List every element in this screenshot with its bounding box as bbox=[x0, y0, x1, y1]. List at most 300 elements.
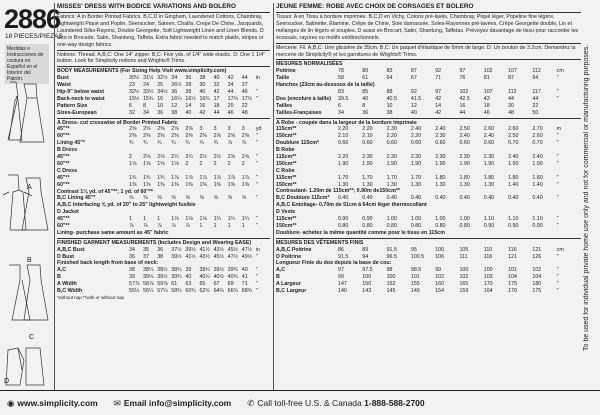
row-value: " bbox=[556, 133, 559, 140]
row-value: 91.5 bbox=[386, 246, 397, 253]
row-value: " bbox=[255, 253, 258, 260]
yardage-row bbox=[57, 202, 270, 209]
row-value: 16¼ bbox=[171, 95, 182, 102]
row-value: 38¾ bbox=[171, 267, 182, 274]
row-value: ¾ bbox=[213, 140, 218, 147]
finished-row bbox=[57, 247, 270, 254]
row-value: 1⅜ bbox=[129, 181, 137, 188]
row-value bbox=[256, 103, 270, 110]
yardage-row bbox=[57, 140, 270, 147]
row-value: 1.70 bbox=[410, 174, 422, 181]
row-value: 2⅝ bbox=[241, 154, 250, 161]
row-label: 45"** bbox=[57, 174, 70, 181]
row-value: 12 bbox=[171, 102, 178, 109]
body-measure-row bbox=[57, 110, 270, 117]
row-value: 143 bbox=[362, 287, 372, 294]
row-value: 8 bbox=[362, 102, 366, 109]
row-value: 58¾ bbox=[171, 287, 182, 294]
metrage-table bbox=[276, 118, 581, 237]
row-value: " bbox=[255, 274, 258, 281]
row-value: 62¾ bbox=[199, 287, 210, 294]
row-label: Sizes-European bbox=[57, 109, 97, 116]
row-value: 44 bbox=[508, 95, 514, 102]
row-value: 0.60 bbox=[435, 140, 446, 147]
row-value: 117 bbox=[532, 89, 541, 96]
row-value bbox=[256, 82, 270, 89]
row-value: 1.00 bbox=[435, 216, 446, 223]
row-value: 36 bbox=[171, 89, 178, 96]
row-label: D Poitrine bbox=[276, 253, 302, 260]
row-value: 2⅜ bbox=[199, 133, 207, 140]
row-value: 43½ bbox=[213, 246, 224, 253]
row-value: 1¾ bbox=[157, 174, 165, 181]
body-measure-row bbox=[57, 75, 270, 82]
row-value: " bbox=[255, 133, 258, 140]
row-value: 42 bbox=[199, 109, 206, 116]
row-value: 2⅛ bbox=[157, 154, 165, 161]
email-link[interactable]: ✉ Email info@simplicity.com bbox=[113, 397, 232, 408]
row-value: 92 bbox=[435, 68, 442, 75]
row-value: 78 bbox=[338, 68, 344, 75]
row-label: A Largeur bbox=[276, 281, 301, 288]
row-value: 91.5 bbox=[338, 253, 349, 260]
row-value: 2.20 bbox=[338, 126, 349, 133]
metrage-row bbox=[276, 202, 581, 209]
row-value: 17¼ bbox=[227, 95, 238, 102]
phone-icon: ✆ bbox=[247, 397, 255, 408]
row-value: 6 bbox=[129, 102, 132, 109]
row-value: " bbox=[255, 140, 258, 147]
row-value: 83 bbox=[338, 89, 344, 96]
row-value: 44 bbox=[213, 109, 220, 116]
row-value: 0.60 bbox=[386, 140, 397, 147]
metrage-row bbox=[276, 209, 581, 216]
globe-icon: ◉ bbox=[7, 397, 15, 408]
row-value: 1⅜ bbox=[227, 181, 236, 188]
body-measurements-table bbox=[57, 75, 270, 116]
row-value: 15¾ bbox=[143, 95, 154, 102]
technical-sketches bbox=[0, 80, 52, 390]
row-value: 100 bbox=[459, 267, 469, 274]
row-value: 20 bbox=[227, 102, 234, 109]
row-value: 1⅞ bbox=[185, 174, 193, 181]
body-measure-row bbox=[57, 103, 270, 110]
row-value: " bbox=[556, 89, 559, 96]
row-value: 2.30 bbox=[386, 126, 397, 133]
row-value: 3 bbox=[241, 126, 245, 133]
row-value: 1.90 bbox=[386, 160, 397, 167]
row-value: 0.40 bbox=[362, 195, 373, 202]
row-value: 105 bbox=[459, 246, 469, 253]
row-value: 2.30 bbox=[483, 154, 495, 161]
row-value: 0.80 bbox=[362, 222, 373, 229]
row-value: 175 bbox=[532, 287, 542, 294]
row-value: 16 bbox=[199, 102, 206, 109]
piece-count: 18 PIECES/PIEZAS bbox=[5, 33, 63, 40]
row-value: 42 bbox=[435, 95, 442, 102]
row-label: A,C bbox=[57, 267, 67, 274]
row-value: 30½ bbox=[129, 75, 140, 82]
row-value: 2⅜ bbox=[185, 133, 193, 140]
row-value: 106 bbox=[435, 253, 445, 260]
row-value: 3 bbox=[213, 126, 217, 133]
row-label: 45"** bbox=[57, 154, 70, 161]
row-label: C Dress bbox=[57, 167, 78, 174]
row-value: 68¾ bbox=[241, 287, 253, 294]
row-value: 1.90 bbox=[362, 160, 373, 167]
row-label: A Width bbox=[57, 281, 77, 288]
row-value: 45½ bbox=[213, 253, 224, 260]
yardage-row bbox=[57, 209, 270, 216]
yardage-row bbox=[57, 154, 270, 161]
yardage-table bbox=[57, 118, 270, 237]
row-value: " bbox=[556, 140, 559, 147]
row-value: 49½ bbox=[241, 253, 253, 260]
row-value: 0.90 bbox=[338, 216, 349, 223]
row-value: 47½ bbox=[227, 253, 238, 260]
metrage-row bbox=[276, 147, 581, 154]
yardage-row bbox=[57, 147, 270, 154]
row-value: 2⅝ bbox=[171, 126, 179, 133]
row-value: 30 bbox=[199, 82, 206, 89]
row-value: 0.40 bbox=[410, 195, 422, 202]
row-value: 170 bbox=[483, 281, 493, 288]
row-label: B Dress bbox=[57, 147, 78, 154]
row-label: Lining 45"* bbox=[57, 140, 85, 147]
row-value: 104 bbox=[532, 274, 542, 281]
row-value: " bbox=[556, 195, 559, 202]
row-value: 67 bbox=[410, 75, 417, 82]
row-value: 65 bbox=[199, 281, 206, 288]
footnote: *without nap **with or without nap bbox=[57, 294, 125, 300]
row-value: 88 bbox=[386, 89, 393, 96]
row-value: 16½ bbox=[185, 95, 196, 102]
row-value: ⅝ bbox=[157, 195, 162, 202]
row-value: 103 bbox=[483, 274, 493, 281]
row-value: 36 bbox=[157, 109, 164, 116]
row-value: 180 bbox=[532, 281, 542, 288]
finished-row bbox=[57, 274, 270, 281]
row-value: 2¼ bbox=[185, 154, 193, 161]
row-value: 39½ bbox=[185, 246, 196, 253]
row-value: 2.30 bbox=[362, 154, 373, 161]
row-value: 1.80 bbox=[459, 174, 470, 181]
row-value: 112 bbox=[532, 68, 541, 75]
row-value: 34 bbox=[143, 109, 149, 116]
row-value: 39.5 bbox=[338, 95, 349, 102]
row-value: 1.00 bbox=[459, 216, 470, 223]
row-value: 154 bbox=[435, 287, 445, 294]
row-value: 2.40 bbox=[508, 154, 519, 161]
row-value: 1⅜ bbox=[171, 181, 179, 188]
row-value: 2.40 bbox=[532, 154, 543, 161]
row-value: 2.30 bbox=[435, 133, 446, 140]
row-label: Doublure 115cm* bbox=[276, 140, 319, 147]
row-value: 36 bbox=[157, 246, 164, 253]
row-value: 58 bbox=[338, 75, 344, 82]
row-value: 26½ bbox=[171, 82, 182, 89]
row-value: 112 bbox=[508, 89, 517, 96]
row-value: 16 bbox=[157, 95, 164, 102]
yardage-row bbox=[57, 175, 270, 182]
row-value: 14 bbox=[435, 102, 442, 109]
row-value: 2⅜ bbox=[171, 133, 179, 140]
row-value: 1¼ bbox=[241, 216, 250, 223]
row-value: " bbox=[556, 253, 559, 260]
row-value: 2½ bbox=[199, 154, 207, 161]
row-value: 39¼ bbox=[143, 274, 154, 281]
row-value: 1.70 bbox=[362, 174, 373, 181]
row-value: 164 bbox=[483, 287, 493, 294]
row-value: 39½ bbox=[213, 267, 224, 274]
row-value: 2 bbox=[129, 154, 132, 161]
row-value: 47½ bbox=[241, 246, 253, 253]
row-value: 38½ bbox=[157, 267, 168, 274]
row-label: 115cm** bbox=[276, 216, 297, 223]
row-value: 94 bbox=[532, 75, 539, 82]
mesure-row bbox=[276, 96, 581, 103]
row-value: 1⅜ bbox=[199, 181, 207, 188]
row-value: 76 bbox=[459, 75, 466, 82]
yardage-row bbox=[57, 120, 270, 127]
row-value: 87 bbox=[410, 68, 417, 75]
row-value: " bbox=[255, 89, 258, 96]
row-value bbox=[557, 103, 581, 110]
row-label: Hip-9" below waist bbox=[57, 89, 104, 96]
row-value: 102 bbox=[459, 89, 469, 96]
row-value: 18 bbox=[213, 102, 220, 109]
row-label: B,C Width bbox=[57, 287, 83, 294]
row-value: 1 bbox=[199, 222, 203, 229]
row-value: 97 bbox=[338, 267, 344, 274]
row-value: 39 bbox=[185, 267, 192, 274]
row-value: cm bbox=[556, 68, 564, 75]
row-value: 42 bbox=[227, 75, 234, 82]
row-value: 1 bbox=[157, 216, 161, 223]
row-label: 60"** bbox=[57, 160, 70, 167]
row-value: 0.60 bbox=[338, 140, 349, 147]
row-value: 2⅝ bbox=[227, 133, 236, 140]
row-value: 38 bbox=[171, 109, 178, 116]
row-value: 2⅜ bbox=[157, 133, 165, 140]
mesures-table bbox=[276, 68, 581, 116]
row-label: B,C Doublure 115cm* bbox=[276, 195, 330, 202]
tissus-text: Tissus: A en Tissu à bordure imprimée. B,C,D en Vichy, Cotons pré-lavés, Chambray, Piqué léger, Popeline fine légère, Seersucker, Satinette, Étamine, Crêpe de Chine, Soie damassée, Soies-Rayonnes pré-lavées, Crêpe Georgette double, Lin et mélanges de lin légers et souples. D aussi en Brocart, Satin, Shantung, Taffetas. Prévoyez davantage de tissu pour raccorder les écossais, rayures ou motifs unidirectionnels. bbox=[276, 12, 581, 42]
row-value: 38 bbox=[185, 89, 192, 96]
row-value: 111 bbox=[459, 253, 468, 260]
row-value: 97.5 bbox=[362, 267, 373, 274]
row-value: 94 bbox=[362, 253, 369, 260]
body-measure-row bbox=[57, 96, 270, 103]
row-value: 44 bbox=[227, 89, 234, 96]
row-value: 0.60 bbox=[459, 140, 470, 147]
row-value: 57¼ bbox=[157, 287, 168, 294]
row-label bbox=[276, 89, 338, 96]
row-value: 0.40 bbox=[435, 195, 446, 202]
row-value: 38 bbox=[129, 267, 135, 274]
row-label: Back-neck to waist bbox=[57, 95, 105, 102]
yardage-row bbox=[57, 230, 270, 237]
sketch-label-b: B bbox=[27, 257, 32, 264]
row-value: 1¼ bbox=[227, 216, 236, 223]
row-value: 99 bbox=[338, 274, 344, 281]
row-value: 1⅛ bbox=[199, 216, 207, 223]
row-label: 60"** bbox=[57, 181, 70, 188]
row-value: 0.80 bbox=[338, 222, 349, 229]
website-link[interactable]: ◉ www.simplicity.com bbox=[7, 397, 98, 408]
row-label: B Robe bbox=[276, 147, 295, 154]
row-value: 31½ bbox=[143, 75, 154, 82]
row-value: 85 bbox=[362, 89, 369, 96]
row-value: 100 bbox=[362, 274, 372, 281]
metrage-row bbox=[276, 223, 581, 230]
row-label: 60"** bbox=[57, 222, 70, 229]
row-label: 115cm** bbox=[276, 126, 297, 133]
row-value: 1.00 bbox=[410, 216, 422, 223]
row-value: 39½ bbox=[157, 274, 168, 281]
row-value: 1.70 bbox=[386, 174, 397, 181]
row-value: 39½ bbox=[171, 253, 182, 260]
row-value: 39¾ bbox=[171, 274, 182, 281]
row-value: 86 bbox=[338, 246, 344, 253]
row-value: 1.80 bbox=[435, 174, 446, 181]
row-value: ⅝ bbox=[227, 195, 233, 202]
row-value: 0.40 bbox=[459, 195, 470, 202]
row-value: ⅞ bbox=[129, 222, 134, 229]
english-title: MISSES' DRESS WITH BODICE VARIATIONS AND BOLERO bbox=[57, 3, 236, 10]
row-value: " bbox=[556, 287, 559, 294]
row-value: ⅝ bbox=[185, 195, 190, 202]
row-value: 20 bbox=[508, 102, 514, 109]
row-value: 160 bbox=[435, 281, 445, 288]
yardage-row bbox=[57, 195, 270, 202]
row-value: 98 bbox=[386, 267, 393, 274]
row-value: 2.40 bbox=[410, 126, 422, 133]
row-value: 2⅝ bbox=[185, 126, 193, 133]
row-value: 22 bbox=[532, 102, 539, 109]
row-value: 1.80 bbox=[508, 174, 519, 181]
yardage-row bbox=[57, 126, 270, 133]
row-value: 1.90 bbox=[435, 160, 446, 167]
row-value: 39 bbox=[129, 274, 135, 281]
row-value: 32½ bbox=[157, 75, 168, 82]
row-label: 60"** bbox=[57, 133, 70, 140]
row-label: Tailles-Françaises bbox=[276, 109, 322, 116]
row-value: 116 bbox=[483, 253, 493, 260]
vetement-row bbox=[276, 254, 581, 261]
row-value: 2.20 bbox=[338, 154, 349, 161]
row-value: 1.30 bbox=[410, 181, 422, 188]
row-value: 2.40 bbox=[459, 133, 470, 140]
metrage-row bbox=[276, 140, 581, 147]
row-value: ⅝ bbox=[199, 195, 204, 202]
row-value: " bbox=[556, 281, 559, 288]
metrage-row bbox=[276, 126, 581, 133]
row-value: ¾ bbox=[185, 140, 190, 147]
row-label: Finished back length from base of neck: bbox=[57, 260, 159, 267]
fabrics-text: Fabrics: A in Border Printed Fabrics. B,C,D in Gingham, Laundered Cottons, Chambray, Lightweight Piqué and Poplin, Seersucker, Sateen, Challis, Crepe De Chine, Jacquards, Laundered Silks-Rayons, Double Georgette, Soft Lightweight Linen and Linen Blends. D also in Brocade, Satin, Shantung, Taffeta. Extra fabric needed to match plaids, stripes or one-way design fabrics. bbox=[57, 12, 270, 49]
row-label: Tailles bbox=[276, 102, 293, 109]
row-label: A,B,C Entoilage- 0.70m de 51cm à 64cm léger thermocollant bbox=[276, 202, 427, 209]
mesure-row bbox=[276, 89, 581, 96]
row-value: 1 bbox=[241, 222, 245, 229]
row-value: 0.40 bbox=[483, 195, 495, 202]
row-value: 3 bbox=[227, 126, 231, 133]
row-label: A,B,C Bust bbox=[57, 246, 85, 253]
french-title: JEUNE FEMME: ROBE AVEC CHOIX DE CORSAGES ET BOLERO bbox=[276, 3, 474, 10]
row-value: 43½ bbox=[199, 253, 210, 260]
row-value: 1⅝ bbox=[171, 160, 179, 167]
row-value: 92 bbox=[410, 89, 417, 96]
row-value bbox=[557, 110, 581, 117]
row-value: in bbox=[255, 246, 260, 253]
row-value: 155 bbox=[410, 281, 420, 288]
row-label: 150cm** bbox=[276, 133, 297, 140]
row-value: 46 bbox=[483, 109, 490, 116]
row-value: 126 bbox=[532, 253, 542, 260]
row-value: 0.60 bbox=[483, 140, 495, 147]
row-value: 1.70 bbox=[338, 174, 349, 181]
row-value: 37 bbox=[143, 253, 149, 260]
row-value: 2 bbox=[241, 160, 245, 167]
row-value: 67 bbox=[213, 281, 220, 288]
row-value: " bbox=[255, 195, 258, 202]
row-value: 2.50 bbox=[508, 133, 519, 140]
row-value: 35 bbox=[143, 246, 149, 253]
row-value: 2⅝ bbox=[227, 154, 236, 161]
row-label: B bbox=[276, 274, 280, 281]
row-value: 1.90 bbox=[508, 160, 519, 167]
row-value: 2 bbox=[185, 160, 189, 167]
row-value: 100 bbox=[483, 267, 493, 274]
mesure-row bbox=[276, 82, 581, 89]
row-value: 69 bbox=[227, 281, 234, 288]
row-value: 0.60 bbox=[362, 140, 373, 147]
row-value: 140 bbox=[338, 287, 347, 294]
row-value: 0.80 bbox=[435, 222, 446, 229]
row-value: " bbox=[255, 216, 258, 223]
row-value: 97 bbox=[435, 89, 442, 96]
row-value: 110 bbox=[483, 246, 493, 253]
row-value: 165 bbox=[459, 281, 469, 288]
row-value: 1⅜ bbox=[143, 181, 151, 188]
row-value: 46 bbox=[227, 109, 234, 116]
row-value: 32 bbox=[213, 82, 220, 89]
row-value: 24 bbox=[143, 82, 149, 89]
vetement-row bbox=[276, 288, 581, 295]
row-value: 99 bbox=[435, 267, 442, 274]
row-value: 2.60 bbox=[508, 126, 519, 133]
row-value: 87 bbox=[508, 75, 514, 82]
row-value: 63 bbox=[185, 281, 192, 288]
row-value: 41½ bbox=[199, 246, 210, 253]
row-value: ⅝ bbox=[129, 195, 134, 202]
metrage-row bbox=[276, 154, 581, 161]
row-value: ¾ bbox=[199, 140, 204, 147]
row-value: 116 bbox=[508, 246, 517, 253]
row-value: 12 bbox=[410, 102, 417, 109]
row-value: 0.90 bbox=[508, 222, 519, 229]
row-value: 1.30 bbox=[386, 181, 397, 188]
body-measure-row bbox=[57, 89, 270, 96]
row-label: Contrastant- 1.20m de 115cm**; 0.90m de150cm** bbox=[276, 188, 400, 195]
row-value: 32½ bbox=[129, 89, 140, 96]
row-label: 150cm** bbox=[276, 222, 297, 229]
row-value: 1.80 bbox=[532, 174, 543, 181]
row-value: 2⅝ bbox=[157, 126, 165, 133]
finished-measurements-heading: FINISHED GARMENT MEASUREMENTS (Includes Design and Wearing EASE) bbox=[57, 238, 270, 247]
row-value: 2⅝ bbox=[143, 126, 151, 133]
